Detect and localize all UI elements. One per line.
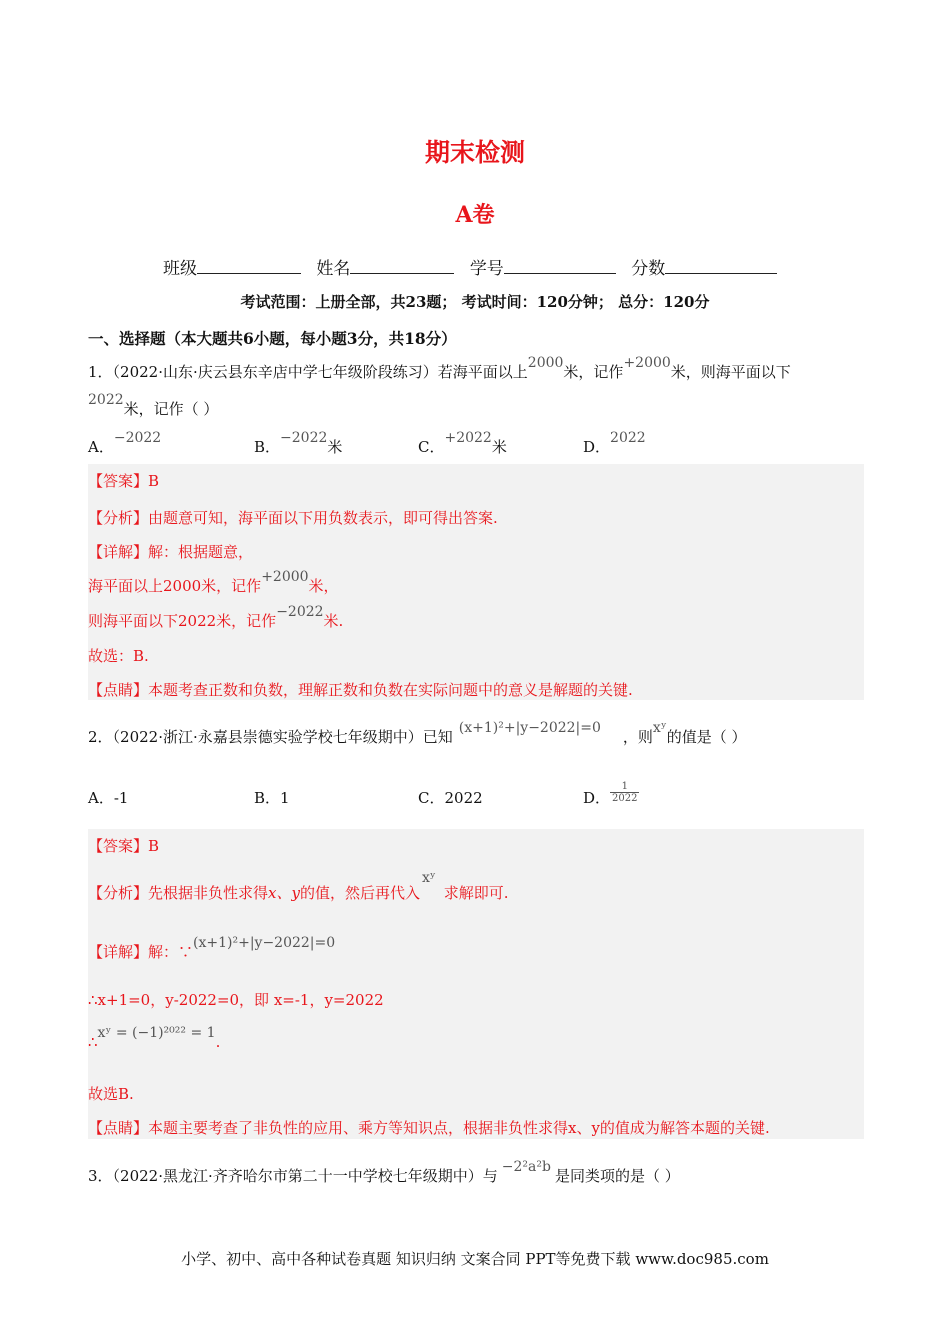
math-value: xʸ	[652, 720, 667, 736]
exam-subtitle: A卷	[455, 202, 495, 228]
question-1-line-2	[88, 392, 219, 419]
section-title: 一、选择题（本大题共6小题，每小题3分，共18分）	[88, 329, 457, 348]
question-number: 1．	[88, 363, 113, 381]
q2-detail-line-2: ∴xʸ = (−1)²⁰²² = 1.	[88, 1025, 221, 1051]
student-info-line	[163, 254, 787, 279]
field-score-blank	[665, 259, 777, 274]
question-2-line-1	[88, 720, 747, 747]
q2-detail-line-1: ∴x+1=0，y-2022=0，即 x=-1，y=2022	[88, 991, 384, 1009]
question-source: （2022·浙江·永嘉县崇德实验学校七年级期中）已知	[112, 728, 453, 746]
q1-option-b: B．−2022米	[254, 430, 343, 456]
question-source: （2022·黑龙江·齐齐哈尔市第二十一中学校七年级期中）与	[112, 1167, 498, 1185]
math-value: 2000	[527, 355, 564, 371]
math-equation: (x+1)²+|y−2022|=0	[458, 720, 601, 736]
question-3-line-1	[88, 1159, 680, 1186]
q2-comment: 【点睛】本题主要考查了非负性的应用、乘方等知识点，根据非负性求得x、y的值成为解答本题的关键.	[88, 1119, 770, 1137]
question-text: 的值是（ ）	[666, 728, 747, 746]
field-id-blank	[504, 259, 616, 274]
question-text: 米，记作（ ）	[123, 400, 219, 418]
question-number: 3．	[88, 1167, 113, 1185]
field-name-label: 姓名	[316, 259, 351, 279]
q1-detail-line-1: 海平面以上2000米，记作+2000米，	[88, 569, 339, 595]
question-source: （2022·山东·庆云县东辛店中学七年级阶段练习）	[112, 363, 438, 381]
q2-analysis: 【分析】先根据非负性求得x、y的值，然后再代入xʸ求解即可.	[88, 870, 509, 902]
question-text: 米，则海平面以下	[670, 363, 791, 381]
field-class-blank	[197, 259, 301, 274]
q2-option-d: D． $\frac{1}{2022}$	[583, 780, 638, 807]
q1-answer: 【答案】B	[88, 472, 160, 490]
exam-title: 期末检测	[424, 138, 525, 167]
q1-detail: 【详解】解：根据题意，	[88, 543, 254, 561]
q2-detail: 【详解】解：∵(x+1)²+|y−2022|=0	[88, 935, 336, 961]
question-1-line-1	[88, 355, 791, 382]
q1-comment: 【点睛】本题考查正数和负数，理解正数和负数在实际问题中的意义是解题的关键.	[88, 681, 633, 699]
q2-option-b: B．1	[254, 789, 290, 807]
field-score-label: 分数	[631, 259, 666, 279]
q2-choice: 故选B.	[88, 1085, 134, 1103]
q1-option-d: D．2022	[583, 430, 646, 456]
math-value: −2²a²b	[501, 1159, 551, 1175]
q1-option-c: C．+2022米	[418, 430, 507, 456]
field-name-blank	[350, 259, 454, 274]
field-class-label: 班级	[163, 259, 197, 279]
q2-answer: 【答案】B	[88, 837, 160, 855]
question-text: 是同类项的是（ ）	[554, 1167, 680, 1185]
question-number: 2．	[88, 728, 113, 746]
math-value: +2000	[623, 355, 671, 371]
field-id-label: 学号	[469, 259, 504, 279]
fraction: $\frac{1}{2022}$	[612, 780, 638, 804]
q2-answer-box	[88, 829, 864, 1139]
q1-option-a: A．−2022	[88, 430, 162, 456]
question-text: 米，记作	[563, 363, 624, 381]
q2-option-a: A．-1	[88, 789, 129, 807]
q2-option-c: C．2022	[418, 789, 483, 807]
question-text: 若海平面以上	[437, 363, 528, 381]
q1-choice: 故选：B.	[88, 647, 149, 665]
math-value: 2022	[88, 392, 124, 408]
q1-analysis: 【分析】由题意可知，海平面以下用负数表示，即可得出答案.	[88, 509, 498, 527]
question-text: ，则	[622, 728, 653, 746]
q1-detail-line-2: 则海平面以下2022米，记作−2022米.	[88, 604, 344, 630]
page-footer: 小学、初中、高中各种试卷真题 知识归纳 文案合同 PPT等免费下载 www.doc985.com	[181, 1250, 769, 1268]
exam-meta: 考试范围：上册全部，共23题； 考试时间：120分钟； 总分：120分	[240, 293, 710, 311]
